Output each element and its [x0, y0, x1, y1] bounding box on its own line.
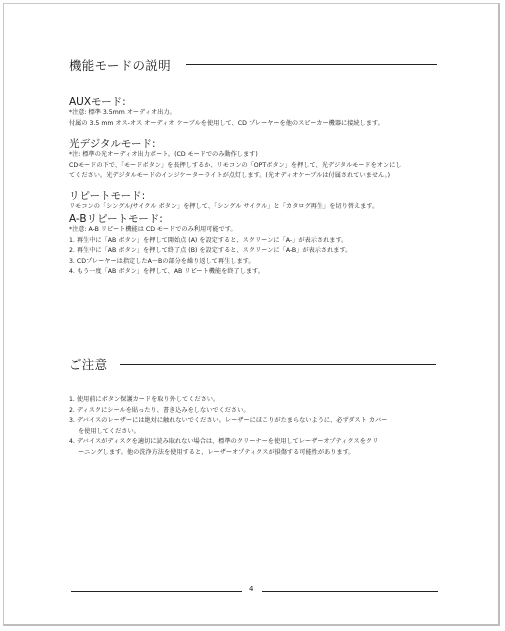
text-line: *注意: A-B リピート機能は CD モードでのみ利用可能です。 — [69, 226, 237, 233]
aux-mode-block — [69, 96, 449, 129]
list-item-continuation: ーニングします。他の洗浄方法を使用すると、レーザーオプティクスが損傷する可能性があります。 — [78, 448, 355, 456]
text-line: CDモードの下で、「モードボタン」を長押しするか、リモコンの「OPTボタン」を押して、光デジタルモードをオンにし — [69, 161, 402, 169]
footer-rule-left — [71, 591, 242, 592]
text-line: *注意: 標準 3.5mm オーディオ出力。 — [69, 109, 176, 116]
section-title: 機能モードの説明 — [69, 58, 171, 73]
section-title: ご注意 — [69, 357, 108, 372]
list-item: 3. デバイスのレーザーには絶対に触れないでください。レーザーにほこりがたまらないように、必ずダスト カバー — [69, 417, 388, 425]
section-rule — [186, 64, 437, 65]
list-item: 4. もう一度「AB ボタン」を押して、AB リピート機能を終了します。 — [69, 268, 264, 276]
cautions-list — [69, 395, 449, 459]
section-rule — [120, 364, 436, 365]
ab-heading: A-Bリピートモード: — [69, 213, 163, 225]
section-heading-modes — [69, 56, 171, 74]
list-item: 3. CDプレーヤーは指定したA～Bの部分を繰り返して再生します。 — [69, 257, 255, 265]
list-item-continuation: を使用してください。 — [78, 427, 140, 435]
text-line: 付属の 3.5 mm オス-オス オーディオ ケーブルを使用して、CD プレーヤーを他のスピーカー機器に接続します。 — [69, 119, 384, 127]
ab-repeat-block — [69, 213, 449, 278]
section-heading-cautions — [69, 355, 107, 373]
list-item: 2. ディスクにシールを貼ったり、書き込みをしないでください。 — [69, 406, 250, 414]
repeat-heading: リピートモード: — [69, 190, 146, 202]
list-item: 1. 再生中に「AB ボタン」を押して開始点 (A) を設定すると、スクリーンに「A-」が表示されます。 — [69, 236, 348, 244]
list-item: 4. デバイスがディスクを適切に読み取れない場合は、標準のクリーナーを使用してレーザーオプティクスをクリ — [69, 438, 379, 446]
list-item: 2. 再生中に「AB ボタン」を押して終了点 (B) を設定すると、スクリーンに「A-B」が表示されます。 — [69, 247, 352, 255]
page-number: 4 — [249, 585, 254, 593]
repeat-mode-block — [69, 190, 449, 213]
text-line: てください。光デジタルモードのインジケーターライトが点灯します。(光オディオケーブルは付属されていません。) — [69, 172, 391, 180]
list-item: 1. 使用前にボタン保護カードを取り外してください。 — [69, 396, 220, 403]
text-line: リモコンの「シングル/サイクル ボタン」を押して、「シングル サイクル」と「カタログ再生」を切り替えます。 — [69, 203, 379, 210]
aux-heading: AUXモード: — [69, 96, 126, 108]
optical-heading: 光デジタルモード: — [69, 138, 156, 150]
text-line: *注: 標準の光オーディオ出力ポート。(CD モードでのみ動作します) — [69, 151, 258, 158]
footer-rule-right — [262, 591, 438, 592]
optical-mode-block — [69, 138, 449, 182]
